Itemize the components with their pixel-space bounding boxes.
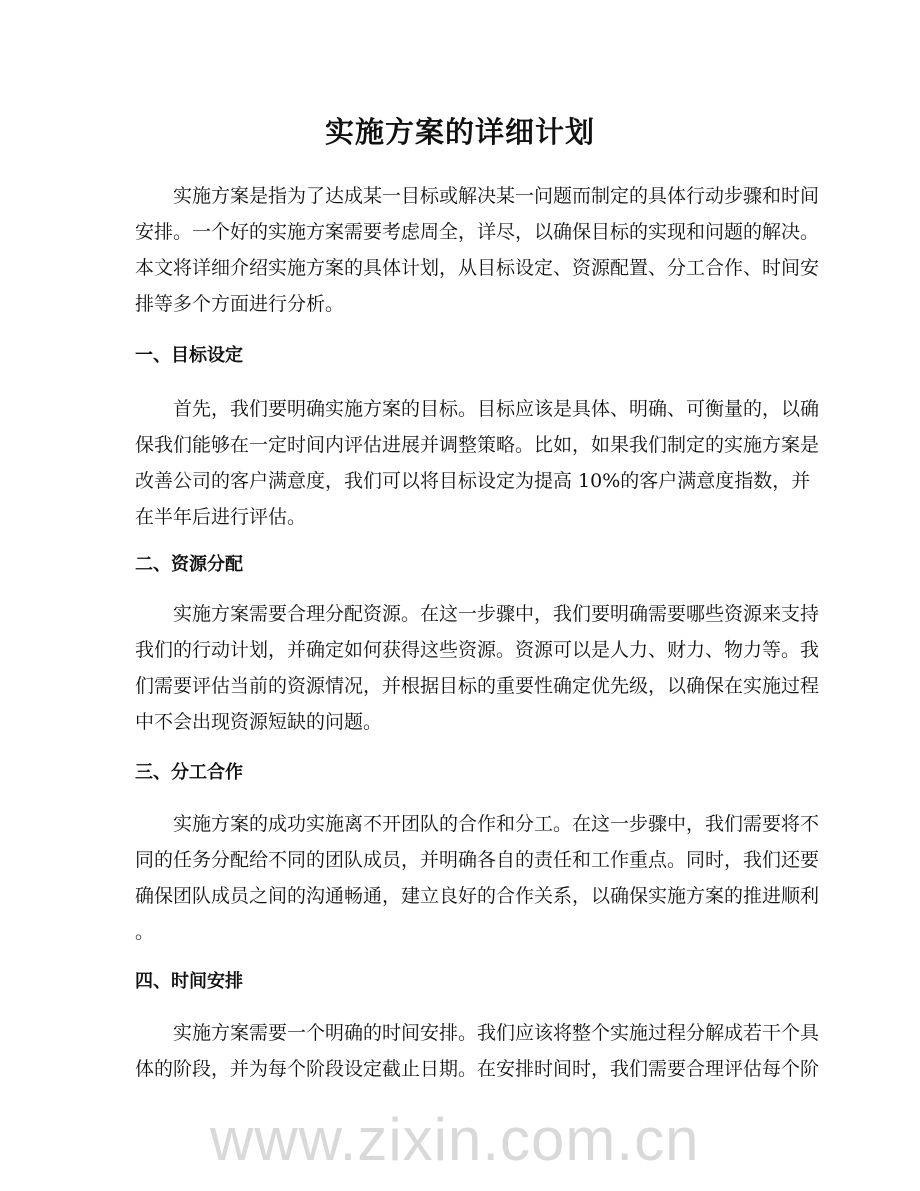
document-title: 实施方案的详细计划 bbox=[324, 115, 595, 149]
section-heading: 一、目标设定 bbox=[135, 345, 243, 366]
section-paragraph bbox=[135, 596, 820, 740]
text-line: 们需要评估当前的资源情况，并根据目标的重要性确定优先级，以确保在实施过程 bbox=[135, 675, 820, 697]
section-paragraph bbox=[135, 1015, 820, 1087]
text-line: 首先，我们要明确实施方案的目标。目标应该是具体、明确、可衡量的，以确 bbox=[173, 398, 820, 420]
section-paragraph bbox=[135, 391, 820, 535]
text-line: 实施方案的成功实施离不开团队的合作和分工。在这一步骤中，我们需要将不 bbox=[173, 813, 820, 835]
section-heading: 二、资源分配 bbox=[135, 554, 243, 575]
intro-paragraph bbox=[135, 178, 820, 322]
text-line: 中不会出现资源短缺的问题。 bbox=[135, 711, 383, 733]
text-line: 本文将详细介绍实施方案的具体计划，从目标设定、资源配置、分工合作、时间安 bbox=[135, 257, 820, 279]
text-line: 实施方案需要一个明确的时间安排。我们应该将整个实施过程分解成若干个具 bbox=[173, 1022, 820, 1044]
text-line: 在半年后进行评估。 bbox=[135, 506, 307, 528]
text-line: 排等多个方面进行分析。 bbox=[135, 293, 345, 315]
section-heading: 三、分工合作 bbox=[135, 762, 243, 783]
text-line: 改善公司的客户满意度，我们可以将目标设定为提高 10%的客户满意度指数，并 bbox=[135, 470, 811, 492]
text-line: 体的阶段，并为每个阶段设定截止日期。在安排时间时，我们需要合理评估每个阶 bbox=[135, 1058, 820, 1080]
section-paragraph bbox=[135, 806, 820, 950]
text-line: 确保团队成员之间的沟通畅通，建立良好的合作关系，以确保实施方案的推进顺利 bbox=[135, 885, 820, 907]
watermark: www.zixin.com.cn bbox=[210, 1106, 700, 1173]
text-line: 。 bbox=[135, 921, 155, 943]
text-line: 安排。一个好的实施方案需要考虑周全，详尽，以确保目标的实现和问题的解决。 bbox=[135, 221, 820, 243]
text-line: 保我们能够在一定时间内评估进展并调整策略。比如，如果我们制定的实施方案是 bbox=[135, 434, 820, 456]
text-line: 实施方案是指为了达成某一目标或解决某一问题而制定的具体行动步骤和时间 bbox=[173, 185, 820, 207]
text-line: 我们的行动计划，并确定如何获得这些资源。资源可以是人力、财力、物力等。我 bbox=[135, 639, 820, 661]
text-line: 实施方案需要合理分配资源。在这一步骤中，我们要明确需要哪些资源来支持 bbox=[173, 603, 820, 625]
text-line: 同的任务分配给不同的团队成员，并明确各自的责任和工作重点。同时，我们还要 bbox=[135, 849, 820, 871]
section-heading: 四、时间安排 bbox=[135, 971, 243, 992]
